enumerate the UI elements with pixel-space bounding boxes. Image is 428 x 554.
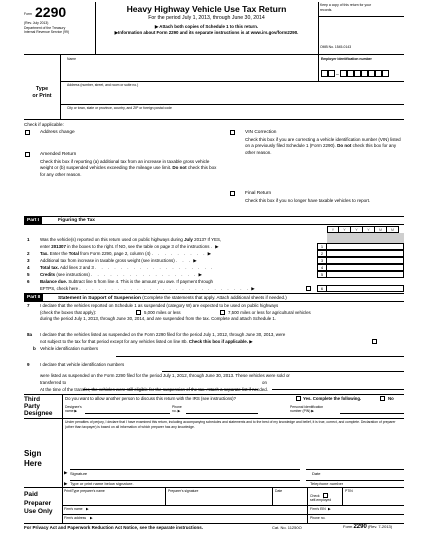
designee-designee: Designee [24, 410, 53, 417]
address-change-label: Address change [40, 130, 75, 135]
designee-pin-label1: Personal identification [290, 405, 324, 409]
type-or-print-label [24, 86, 60, 100]
line3-dots: . . . [175, 258, 193, 263]
line3-arrow: ▶ [193, 258, 197, 263]
ym-cell[interactable]: Y [351, 226, 363, 233]
line8b-number: b [33, 346, 36, 351]
line2-dots: . . . . . . . . . [151, 251, 207, 256]
signature-label: Signature [70, 471, 88, 476]
line1-july: July [184, 237, 193, 242]
signature-field[interactable] [70, 460, 300, 470]
designee-name-label: Designee's name ▶ [65, 405, 82, 414]
tax-period: For the period July 1, 2013, through June 30, 2014 [148, 15, 265, 21]
line4-total-tax: Total tax. [40, 265, 59, 270]
self-employed-label [310, 494, 331, 503]
line5-number: 5 [27, 272, 30, 277]
name-label: Name [67, 57, 77, 61]
line6-number: 6 [27, 279, 30, 284]
preparer-name-label: Print/Type preparer's name [64, 489, 105, 493]
firm-ein-label: Firm's EIN [310, 507, 326, 511]
line4-text-a: Add lines 2 and 3 [59, 265, 94, 270]
line5-amount-field[interactable] [327, 271, 404, 278]
footer-form-label: Form [343, 524, 353, 529]
designee-phone-label: Phone no. ▶ [172, 405, 182, 414]
line1-text [40, 237, 315, 250]
attach-instruction: ▶ Attach both copies of Schedule 1 to this return. [154, 24, 259, 29]
final-return-desc: Check this box if you no longer have taxable vehicles to report. [245, 198, 371, 203]
firm-address-field[interactable] [96, 515, 305, 523]
signature-arrow: ▶ [64, 470, 68, 475]
line8a-check-note: Check this box if applicable. [188, 338, 248, 344]
preparer-signature-label: Preparer's signature [168, 489, 199, 493]
line7-opt1-label: 5,000 miles or less [144, 309, 181, 315]
line1-text-c: enter [40, 243, 51, 249]
part1-label: Part I [24, 217, 42, 224]
line1-text-a: Was the vehicle(s) reported on this return used on public highways during [40, 237, 183, 242]
sign-date-label: Date [312, 471, 321, 476]
form-id-block [24, 2, 94, 52]
firm-ein-field[interactable] [334, 506, 404, 514]
line6-text-b: EFTPS, check here [40, 285, 79, 291]
line2-total: Total [68, 251, 79, 256]
name-field[interactable] [61, 55, 318, 81]
line2-text-a: Enter the [49, 251, 68, 256]
part2-title: Statement in Support of Suspension [58, 295, 141, 301]
line6-text-a: Subtract line 5 from line 4. This is the amount you owe. If payment through [68, 279, 213, 284]
ym-cell[interactable]: M [387, 226, 399, 233]
ym-cell[interactable]: Y [363, 226, 375, 233]
ym-cell[interactable]: Y [339, 226, 351, 233]
firm-phone-label: Phone no. [310, 516, 326, 520]
designee-no-checkbox[interactable] [380, 396, 385, 401]
print-name-arrow: ▶ [64, 481, 68, 486]
preparer-paid: Paid [24, 491, 38, 498]
line6-box-label: 6 [317, 285, 327, 292]
preparer-preparer: Preparer [24, 499, 52, 507]
cat-number: Cat. No. 11250O [272, 525, 302, 530]
designee-question: Do you want to allow another person to discuss this return with the IRS (see instructions)? [65, 396, 237, 401]
line3-box-label: 3 [317, 257, 327, 264]
department-line2: Internal Revenue Service (99) [24, 30, 70, 34]
omb-number: OMB No. 1545-0143 [320, 45, 352, 49]
designee-phone-field[interactable] [186, 408, 258, 414]
designee-third: Third [24, 396, 40, 403]
amended-desc-text: Check this box if reporting (a) additional tax from an increase in taxable gross vehicle weight or (b) suspended vehicles exceeding the mileage use limit. [40, 159, 210, 171]
line8b-vin-field[interactable] [116, 352, 404, 357]
line5-text-a: (see instructions) [56, 272, 90, 277]
line3-number: 3 [27, 258, 30, 263]
city-label: City or town, state or province, country, and ZIP or foreign postal code [67, 106, 172, 110]
self-employed-word: self-employed [310, 498, 332, 503]
footer-form-rev: (Rev. 7-2013) [367, 524, 393, 529]
line4-amount-field[interactable] [327, 264, 404, 271]
vin-desc-text: Check this box if you are correcting a vehicle identification number (VIN) listed on a previously filed Schedule 1 (Form 2290). [245, 137, 401, 149]
ein-box[interactable] [354, 70, 361, 77]
line6-dots: . . . . . . . . . . . . . . . . . . . . . . . . . . . [79, 285, 250, 291]
part1-title: Figuring the Tax [58, 217, 95, 223]
line9-number: 9 [27, 362, 30, 367]
designee-name-field[interactable] [85, 408, 170, 414]
line8a-text-a: I declare that the vehicles listed as suspended on the Form 2290 filed for the period July 1, 2012, through June 30, 2013, were [40, 332, 286, 337]
ein-box[interactable] [328, 70, 335, 77]
ein-box[interactable] [340, 70, 347, 77]
ein-box[interactable] [361, 70, 368, 77]
address-label: Address (number, street, and room or suite no.) [67, 83, 139, 87]
designee-name-label1: Designee's [65, 405, 82, 409]
line8a-checkbox[interactable] [372, 339, 377, 344]
final-return-title: Final Return [245, 191, 272, 196]
line1-amount-field[interactable] [327, 243, 404, 250]
line4-number: 4 [27, 265, 30, 270]
designee-no-label: No [388, 396, 394, 401]
line1-dots: . [210, 243, 214, 249]
vin-desc-end: check this box for any other reason. [245, 143, 397, 155]
line8a-number: 8a [27, 332, 33, 337]
line7-5000-miles-checkbox[interactable] [136, 310, 141, 315]
check-applicable-label: Check if applicable: [24, 122, 64, 127]
line8b-text: Vehicle identification numbers [40, 346, 99, 351]
designee-phone-label1: Phone [172, 405, 182, 409]
omb-block [320, 3, 404, 49]
designee-pin-label2: number (PIN) [290, 409, 311, 414]
line2-box-label: 2 [317, 250, 327, 257]
line6-amount-field[interactable] [327, 285, 404, 292]
line4-dots: . . . . . . . . . . . . . . . . . . . [95, 265, 215, 270]
line9-text-a: I declare that vehicle identification numbers [40, 362, 125, 367]
privacy-notice: For Privacy Act and Paperwork Reduction Act Notice, see the separate instructions. [24, 525, 203, 530]
firm-name-field[interactable] [92, 506, 305, 514]
ein-dash: – [336, 72, 339, 78]
part2-label: Part II [24, 294, 43, 301]
designee-pin-label: Personal identification number (PIN) ▶ [290, 405, 324, 414]
preparer-signature-field[interactable] [166, 493, 272, 505]
line7-opt2-label: 7,500 miles or less for agricultural vehicles [228, 309, 311, 315]
ein-box[interactable] [375, 70, 382, 77]
line5-text [40, 272, 315, 278]
ym-cell[interactable]: M [375, 226, 387, 233]
perjury-declaration: Under penalties of perjury, I declare that I have examined this return, including accompanying schedules and statements and to the best of my knowledge and belief, it is true, correct, and complete. Declaration of preparer (other than taxpayer) is based on all information of which preparer has any knowledge. [65, 420, 396, 429]
amended-return-checkbox[interactable] [25, 152, 30, 157]
keep-copy-note: Keep a copy of this return for your records. [320, 3, 372, 12]
sign-date-field[interactable] [306, 460, 404, 470]
line2-tax: Tax. [40, 251, 49, 256]
line9-vin-field[interactable] [162, 367, 404, 372]
department-line1: Department of the Treasury [24, 26, 66, 30]
line2-text [40, 251, 315, 257]
ein-box[interactable] [321, 70, 328, 77]
designee-section-label [24, 396, 62, 417]
ptin-label: PTIN [345, 489, 353, 493]
firm-phone-field[interactable] [330, 515, 404, 523]
amended-desc-bold: Do not [172, 165, 187, 171]
or-print-label: or Print [32, 93, 52, 99]
ym-cell[interactable]: Y [327, 226, 339, 233]
ein-box[interactable] [347, 70, 354, 77]
line3-text-a: Additional tax from increase in taxable gross weight (see instructions) [40, 258, 175, 263]
telephone-label: Telephone number [310, 481, 344, 486]
designee-yes-label: Yes. Complete the following. [303, 396, 362, 401]
vin-desc-bold: Do not [337, 143, 352, 149]
designee-party: Party [24, 403, 40, 410]
line6-arrow: ▶ [251, 285, 255, 291]
line4-text [40, 265, 315, 271]
form-revision: (Rev. July 2013) [24, 21, 49, 25]
preparer-use-only: Use Only [24, 508, 53, 516]
amended-return-desc [40, 159, 220, 178]
line4-box-label: 4 [317, 264, 327, 271]
line8a-text-b: not subject to the tax for that period except for any vehicles listed on line 8b. [40, 338, 188, 344]
footer-form-number: 2290 [353, 524, 367, 530]
line5-dots: . . . . . . . . . . . . . . . . . [91, 272, 198, 277]
designee-yes-checkbox[interactable] [296, 396, 301, 401]
ein-box[interactable] [368, 70, 375, 77]
preparer-date-label: Date [275, 489, 283, 493]
sign-here-label [24, 449, 42, 469]
designee-name-label2: name [65, 409, 74, 414]
preparer-name-field[interactable] [63, 493, 165, 505]
type-label: Type [35, 86, 49, 92]
firm-name-label: Firm's name [64, 507, 83, 511]
line2-amount-field[interactable] [327, 250, 404, 257]
eftps-checkbox[interactable] [306, 286, 311, 291]
amended-desc-end: check this box for any other reason. [40, 165, 217, 177]
designee-pin-field[interactable] [340, 408, 404, 414]
part2-title-note: (Complete the statements that apply. Attach additional sheets if needed.) [142, 294, 287, 300]
ym-shaded-area [327, 233, 404, 243]
line8a-arrow: ▶ [249, 338, 253, 344]
amended-return-title: Amended Return [40, 152, 77, 157]
firm-address-label: Firm's address [64, 516, 87, 520]
line9-on-label: on [262, 380, 267, 385]
line7-text-a: I declare that the vehicles reported on Schedule 1 as suspended (category W) are expected to be used on public highways [40, 303, 279, 308]
here-label: Here [24, 459, 42, 468]
line2-arrow: ▶ [207, 251, 212, 256]
line1-text-b: 2013? If YES, [194, 237, 222, 242]
line2-number: 2 [27, 251, 30, 256]
info-instruction: ▶Information about Form 2290 and its separate instructions is at www.irs.gov/form2290. [114, 30, 299, 35]
line7-number: 7 [27, 303, 30, 308]
line1-number: 1 [27, 237, 30, 242]
line7-text-c: during the period July 1, 2013, through June 30, 2014, and are suspended from the tax. Complete and attach Schedule 1. [40, 316, 277, 322]
line9-text-c: transferred to [40, 380, 67, 385]
line5-arrow: ▶ [198, 272, 203, 277]
ein-label: Employer identification number [321, 57, 372, 61]
final-return-checkbox[interactable] [230, 191, 235, 196]
city-field[interactable] [61, 105, 404, 119]
preparer-section-label [24, 491, 62, 517]
line3-amount-field[interactable] [327, 257, 404, 264]
line7-text-b: (check the boxes that apply): [40, 309, 97, 315]
form-title: Heavy Highway Vehicle Use Tax Return [126, 4, 287, 14]
firm-address-arrow: ▶ [90, 516, 93, 520]
line7-7500-miles-checkbox[interactable] [220, 310, 225, 315]
line2-text-b: from Form 2290, page 2, column (4) [80, 251, 151, 256]
firm-ein-arrow: ▶ [328, 507, 331, 511]
print-name-label: Type or print name below signature. [70, 481, 134, 486]
title-block [96, 2, 317, 54]
line5-credits: Credits [40, 272, 56, 277]
designee-phone-label2: no. [172, 409, 177, 414]
line9-text-d: At the time of the transfer, the vehicles were still eligible for the suspension of the tax. Attach a separate list if needed. [40, 387, 268, 392]
line1-text-d: in the boxes to the right. If NO, see the table on page 3 of the instructions [67, 243, 210, 249]
line1-yearmonth: 201307 [51, 243, 66, 249]
line6-text [40, 279, 320, 292]
vin-correction-checkbox[interactable] [230, 130, 235, 135]
line3-text [40, 258, 315, 264]
line5-box-label: 5 [317, 271, 327, 278]
line9-text-b: were listed as suspended on the Form 2290 filed for the period July 1, 2012, through June 30, 2013. These vehicles were sold or [40, 373, 290, 378]
self-employed-checkbox[interactable] [323, 493, 328, 498]
footer-form-id [343, 524, 392, 532]
ptin-field[interactable] [343, 493, 404, 505]
address-field[interactable] [61, 82, 404, 104]
firm-name-arrow: ▶ [86, 507, 89, 511]
line8a-text [40, 332, 405, 345]
sign-label: Sign [24, 449, 42, 458]
vin-correction-title: VIN Correction [245, 130, 277, 135]
preparer-date-field[interactable] [273, 493, 307, 505]
line6-balance-due: Balance due. [40, 279, 68, 284]
ein-box[interactable] [382, 70, 389, 77]
form-label: Form [24, 12, 32, 16]
address-change-checkbox[interactable] [25, 130, 30, 135]
line1-arrow: ▶ [215, 243, 219, 249]
form-number: 2290 [35, 4, 67, 20]
line1-box-label: 1 [317, 243, 327, 250]
vin-correction-desc [245, 137, 405, 156]
self-employed-check-word: Check [310, 494, 320, 498]
